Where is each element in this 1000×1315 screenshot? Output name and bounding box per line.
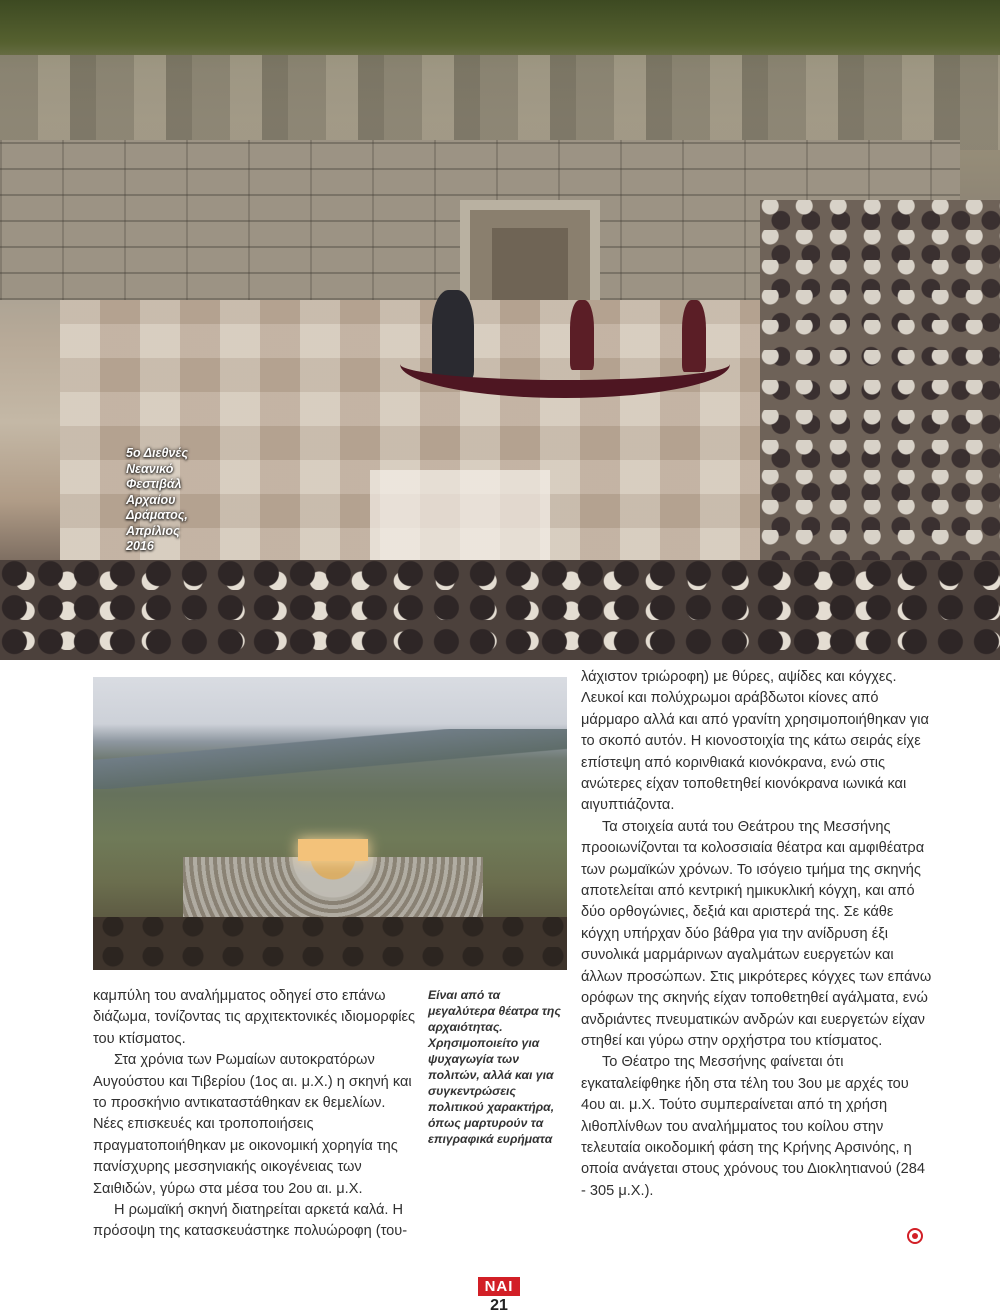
theatre-evening-photo <box>93 677 567 970</box>
paragraph: Στα χρόνια των Ρωμαίων αυτοκρατόρων Αυγούστου και Τιβερίου (1ος αι. μ.Χ.) η σκηνή και το προσκήνιο αντικαταστάθηκαν εκ θεμελίων. Νέες επισκευές και τροποποιήσεις πραγματοποιήθηκαν με οικονομική χορηγία της πανίσχυρης μεσσηνιακής οικογένειας των Σαιθιδών, γύρω στα μέσα του 2ου αι. μ.Χ. <box>93 1052 412 1197</box>
page-number: 21 <box>490 1297 508 1314</box>
text-column-left <box>93 986 415 1243</box>
photo-stage-lights <box>298 839 368 861</box>
magazine-logo: ΝΑΙ <box>478 1277 520 1296</box>
hero-photo-caption: 5ο Διεθνές Νεανικό Φεστιβάλ Αρχαίου Δράματος, Απρίλιος 2016 <box>126 446 188 553</box>
paragraph: λάχιστον τριώροφη) με θύρες, αψίδες και κόγχες. Λευκοί και πολύχρωμοι αράβδωτοι κίονες από μάρμαρο αλλά και από γρανίτη χρησιμοποιήθηκαν για το σκοπό αυτόν. Η κιονοστοιχία της κάτω σειράς είχε επίστεψη από κορινθιακά κιονόκρανα, ενώ στις ανώτερες είχαν τοποθετηθεί κιονόκρανα ιωνικά και αιγυπτιάζοντα. <box>581 669 929 814</box>
photo-foreground-audience <box>93 917 567 970</box>
photo-red-cloth <box>400 330 730 398</box>
photo-audience-bottom <box>0 560 1000 660</box>
text-column-right <box>581 667 933 1202</box>
paragraph: καμπύλη του αναλήμματος οδηγεί στο επάνω διάζωμα, τονίζοντας τις αρχιτεκτονικές ιδιομορφίες του κτίσματος. <box>93 988 415 1047</box>
paragraph: Το Θέατρο της Μεσσήνης φαίνεται ότι εγκαταλείφθηκε ήδη στα τέλη του 3ου με αρχές του 4ου αι. μ.Χ. Τούτο συμπεραίνεται από τη χρήση λιθοπλίνθων του αναλήμματος του κοίλου στην τελευταία οικοδομική φάση της Κρήνης Αρσινόης, η οποία ανάγεται στους χρόνους του Διοκλητιανού (284 - 305 μ.Χ.). <box>581 1054 926 1199</box>
article-end-icon <box>907 1228 923 1244</box>
photo2-caption: Είναι από τα μεγαλύτερα θέατρα της αρχαιότητας. Χρησιμοποιείτο για ψυχαγωγία των πολιτών, αλλά και για συγκεντρώσεις πολιτικού χαρακτήρα, όπως μαρτυρούν τα επιγραφικά ευρήματα <box>428 988 561 1146</box>
paragraph: Τα στοιχεία αυτά του Θεάτρου της Μεσσήνης προοιωνίζονται τα κολοσσιαία θέατρα και αμφιθέατρα των ρωμαϊκών χρόνων. Το ισόγειο τμήμα της σκηνής αποτελείται από κεντρική ημικυκλική κόγχη, και από δύο ορθογώνιες, δεξιά και αριστερά της. Σε κάθε κόγχη υπήρχαν δύο βάθρα για την ανίδρυση έξι συνολικά μαρμάρινων αγαλμάτων ευεργετών και άλλων προσώπων. Στις μικρότερες κόγχες των επάνω ορόφων της σκηνής είχαν τοποθετηθεί αγάλματα, ενώ ανδριάντες πνευματικών ανδρών και ευεργετών είχαν στηθεί και γύρω στην ορχήστρα του κτίσματος. <box>581 818 932 1049</box>
paragraph: Η ρωμαϊκή σκηνή διατηρείται αρκετά καλά. Η πρόσοψη της κατασκευάστηκε πολυώροφη (του- <box>93 1202 408 1240</box>
photo-ruins <box>0 55 1000 150</box>
photo-hills <box>93 729 567 789</box>
